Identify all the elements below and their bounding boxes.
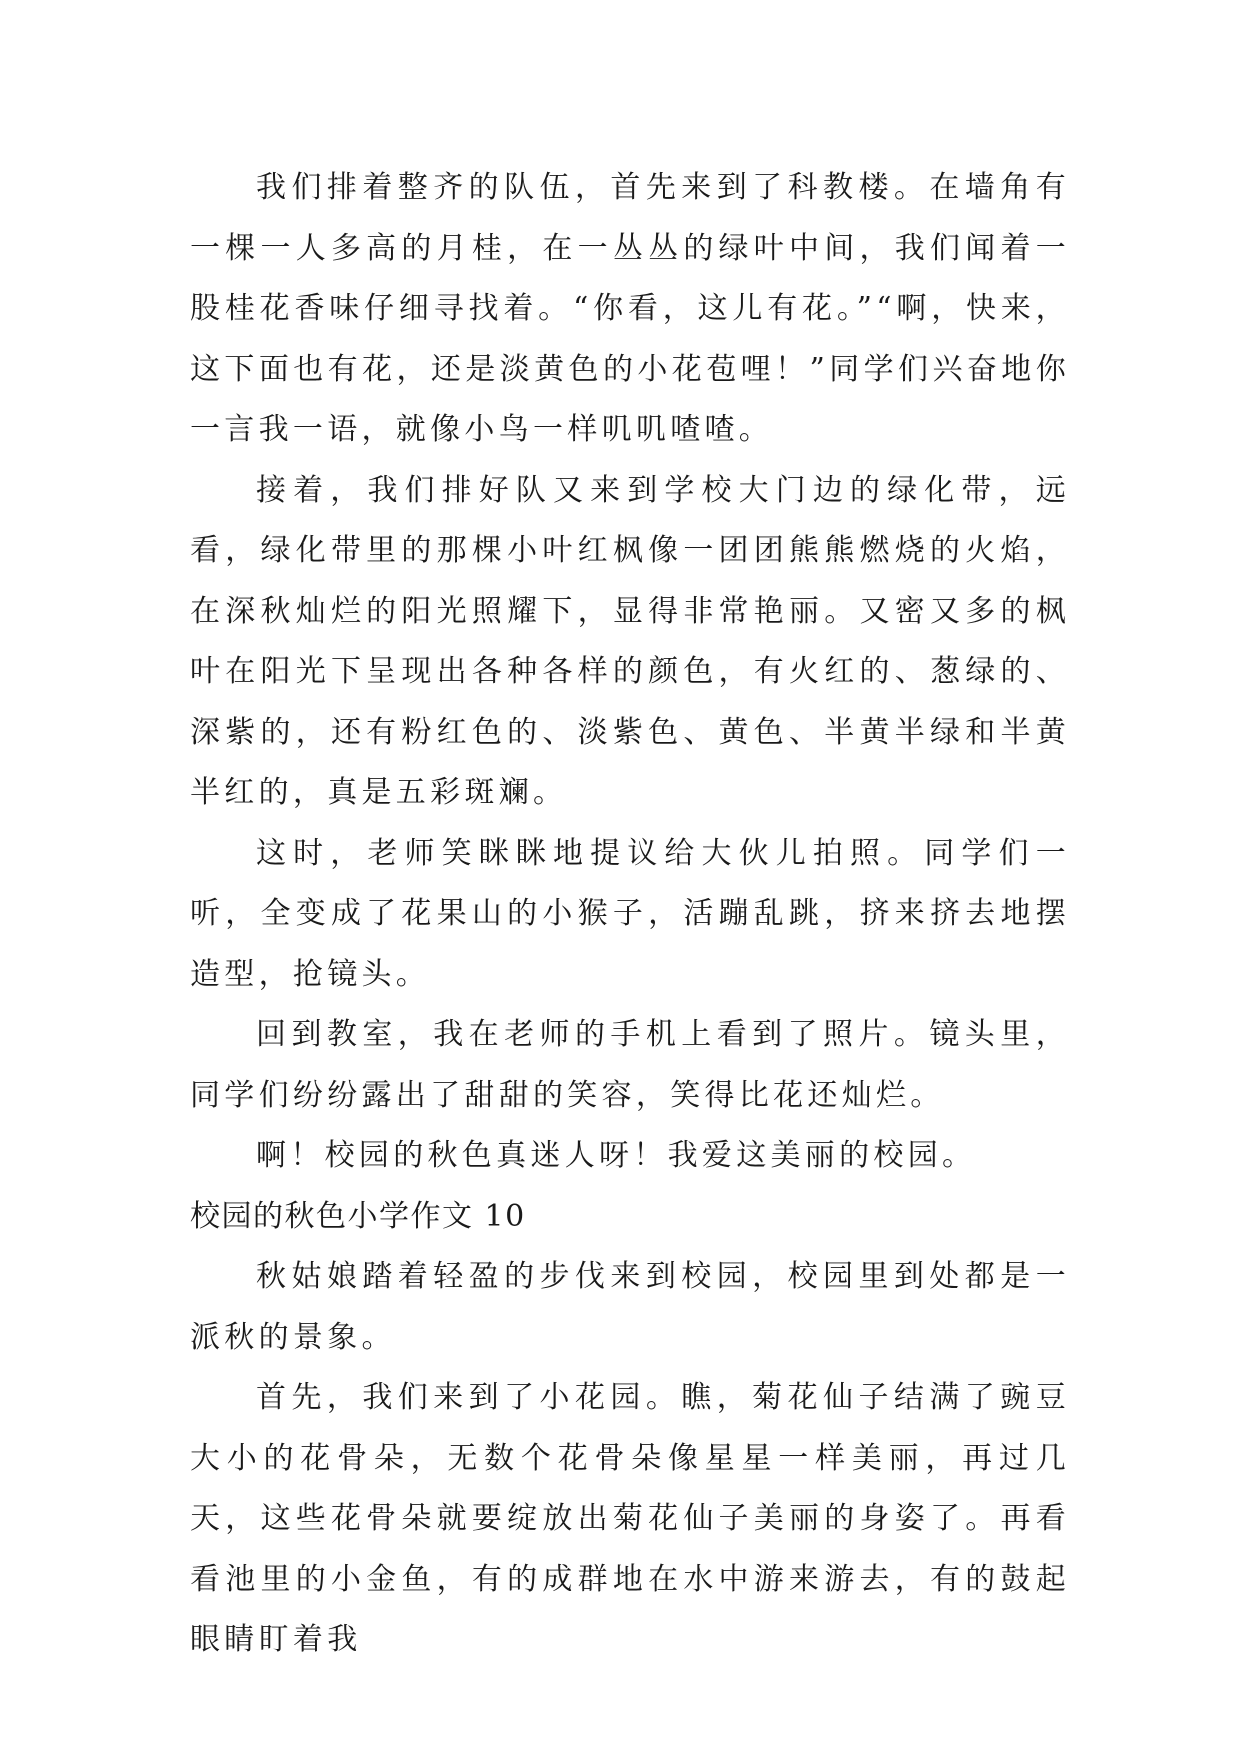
- section-title: 校园的秋色小学作文 10: [190, 1198, 526, 1234]
- document-body: [190, 158, 1070, 1671]
- paragraph-7: 首先，我们来到了小花园。瞧，菊花仙子结满了豌豆大小的花骨朵，无数个花骨朵像星星一样美丽，再过几天，这些花骨朵就要绽放出菊花仙子美丽的身姿了。再看看池里的小金鱼，有的成群地在水中游来游去，有的鼓起眼睛盯着我: [190, 1380, 1070, 1657]
- paragraph-4: 回到教室，我在老师的手机上看到了照片。镜头里，同学们纷纷露出了甜甜的笑容，笑得比花还灿烂。: [190, 1017, 1070, 1113]
- paragraph-6: 秋姑娘踏着轻盈的步伐来到校园，校园里到处都是一派秋的景象。: [190, 1259, 1070, 1355]
- paragraph-5: 啊！校园的秋色真迷人呀！我爱这美丽的校园。: [256, 1138, 977, 1173]
- paragraph-3: 这时，老师笑眯眯地提议给大伙儿拍照。同学们一听，全变成了花果山的小猴子，活蹦乱跳，挤来挤去地摆造型，抢镜头。: [190, 835, 1070, 992]
- paragraph-1: 我们排着整齐的队伍，首先来到了科教楼。在墙角有一棵一人多高的月桂，在一丛丛的绿叶中间，我们闻着一股桂花香味仔细寻找着。“你看，这儿有花。”“啊，快来，这下面也有花，还是淡黄色的小花苞哩！”同学们兴奋地你一言我一语，就像小鸟一样叽叽喳喳。: [190, 170, 1070, 447]
- paragraph-2: 接着，我们排好队又来到学校大门边的绿化带，远看，绿化带里的那棵小叶红枫像一团团熊熊燃烧的火焰，在深秋灿烂的阳光照耀下，显得非常艳丽。又密又多的枫叶在阳光下呈现出各种各样的颜色，有火红的、葱绿的、深紫的，还有粉红色的、淡紫色、黄色、半黄半绿和半黄半红的，真是五彩斑斓。: [190, 472, 1070, 810]
